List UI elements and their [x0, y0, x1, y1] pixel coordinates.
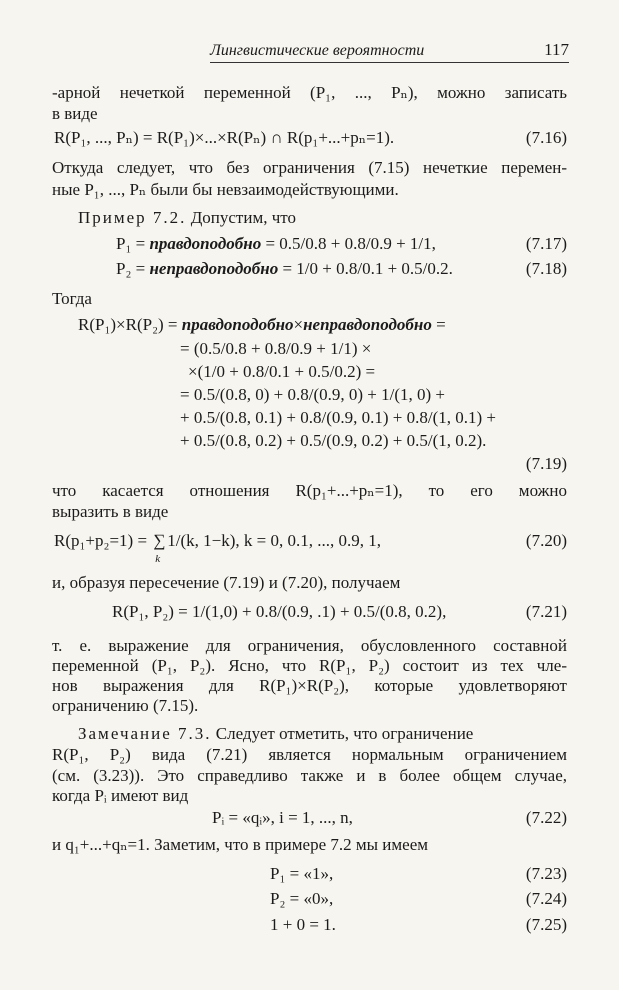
running-header: [210, 40, 569, 63]
sum-index: k: [155, 553, 161, 565]
eq-part: ×: [293, 315, 304, 334]
eq-part: R(p₁+p₂=1) =: [54, 531, 152, 550]
example-heading: [78, 208, 567, 228]
equation-number: (7.17): [525, 234, 567, 253]
text-line: ограничению (7.15).: [52, 696, 199, 715]
equation-7-21: R(P₁, P₂) = 1/(1,0) + 0.8/(0.9, .1) + 0.5/(0.8, 0.2),: [112, 602, 447, 621]
text-line: (см. (3.23)). Это справедливо также и в более общем случае,: [52, 766, 567, 785]
eq-part: 1/(k, 1−k), k = 0, 0.1, ..., 0.9, 1,: [167, 531, 382, 550]
equation-7-17: [116, 234, 436, 254]
equation-number: (7.25): [525, 915, 567, 934]
eq-term: неправдоподобно: [303, 315, 432, 334]
eq-part: =: [431, 315, 446, 334]
equation-7-19-line2: = (0.5/0.8 + 0.8/0.9 + 1/1) ×: [180, 339, 372, 358]
text-line: Тогда: [52, 289, 92, 308]
page-number: 117: [544, 40, 569, 59]
text-line: и, образуя пересечение (7.19) и (7.20), получаем: [52, 573, 401, 592]
remark-label: Замечание 7.3.: [78, 724, 212, 743]
text-line: Откуда следует, что без ограничения (7.15) нечеткие перемен-: [52, 158, 567, 177]
example-label: Пример 7.2.: [78, 208, 187, 227]
running-title: Лингвистические вероятности: [210, 42, 425, 59]
equation-number: (7.23): [525, 864, 567, 883]
eq-term: правдоподобно: [149, 234, 262, 253]
text-line: переменной (P₁, P₂). Ясно, что R(P₁, P₂) состоит из тех чле-: [52, 656, 567, 675]
text-line: -арной нечеткой переменной (P₁, ..., Pₙ), можно записать: [52, 83, 567, 102]
equation-7-18: [116, 259, 453, 279]
equation-number: (7.22): [525, 808, 567, 827]
text-line: выразить в виде: [52, 502, 169, 521]
equation-7-19-line5: + 0.5/(0.8, 0.1) + 0.8/(0.9, 0.1) + 0.8/(1, 0.1) +: [180, 408, 496, 427]
equation-7-24: P₂ = «0»,: [270, 889, 334, 908]
equation-number: (7.16): [525, 128, 567, 147]
text-line: когда Pᵢ имеют вид: [52, 786, 189, 805]
eq-term: неправдоподобно: [149, 259, 279, 278]
eq-part: P₂ =: [116, 259, 150, 278]
remark-heading: [78, 724, 567, 744]
equation-7-22: Pᵢ = «qᵢ», i = 1, ..., n,: [212, 808, 353, 827]
text-line: в виде: [52, 104, 98, 123]
text-line: R(P₁, P₂) вида (7.21) является нормальным ограничением: [52, 745, 567, 764]
equation-7-19-line6: + 0.5/(0.8, 0.2) + 0.5/(0.9, 0.2) + 0.5/(1, 0.2).: [180, 431, 487, 450]
eq-part: = 1/0 + 0.8/0.1 + 0.5/0.2.: [278, 259, 453, 278]
equation-7-20: [54, 531, 382, 565]
eq-part: P₁ =: [116, 234, 150, 253]
equation-number: (7.21): [525, 602, 567, 621]
equation-7-19-line4: = 0.5/(0.8, 0) + 0.8/(0.9, 0) + 1/(1, 0) +: [180, 385, 445, 404]
equation-7-23: P₁ = «1»,: [270, 864, 334, 883]
equation-7-19-line3: ×(1/0 + 0.8/0.1 + 0.5/0.2) =: [188, 362, 376, 381]
equation-number: (7.19): [525, 454, 567, 473]
remark-text: Следует отметить, что ограничение: [211, 724, 474, 743]
eq-term: правдоподобно: [181, 315, 294, 334]
example-text: Допустим, что: [186, 208, 296, 227]
eq-part: = 0.5/0.8 + 0.8/0.9 + 1/1,: [261, 234, 436, 253]
text-line: ные P₁, ..., Pₙ были бы невзаимодействующими.: [52, 180, 399, 199]
text-line: нов выражения для R(P₁)×R(P₂), которые удовлетворяют: [52, 676, 567, 695]
sum-sign: [151, 531, 167, 565]
equation-number: (7.18): [525, 259, 567, 278]
equation-7-16: R(P₁, ..., Pₙ) = R(P₁)×...×R(Pₙ) ∩ R(p₁+...+pₙ=1).: [54, 128, 395, 147]
equation-7-19-line1: [78, 315, 446, 335]
text-line: что касается отношения R(p₁+...+pₙ=1), то его можно: [52, 481, 567, 500]
text-line: т. е. выражение для ограничения, обусловленного составной: [52, 636, 567, 655]
sum-symbol: ∑: [153, 531, 166, 550]
eq-part: R(P₁)×R(P₂) =: [78, 315, 182, 334]
equation-7-25: 1 + 0 = 1.: [270, 915, 336, 934]
equation-number: (7.24): [525, 889, 567, 908]
equation-number: (7.20): [525, 531, 567, 550]
text-line: и q₁+...+qₙ=1. Заметим, что в примере 7.2 мы имеем: [52, 835, 429, 854]
